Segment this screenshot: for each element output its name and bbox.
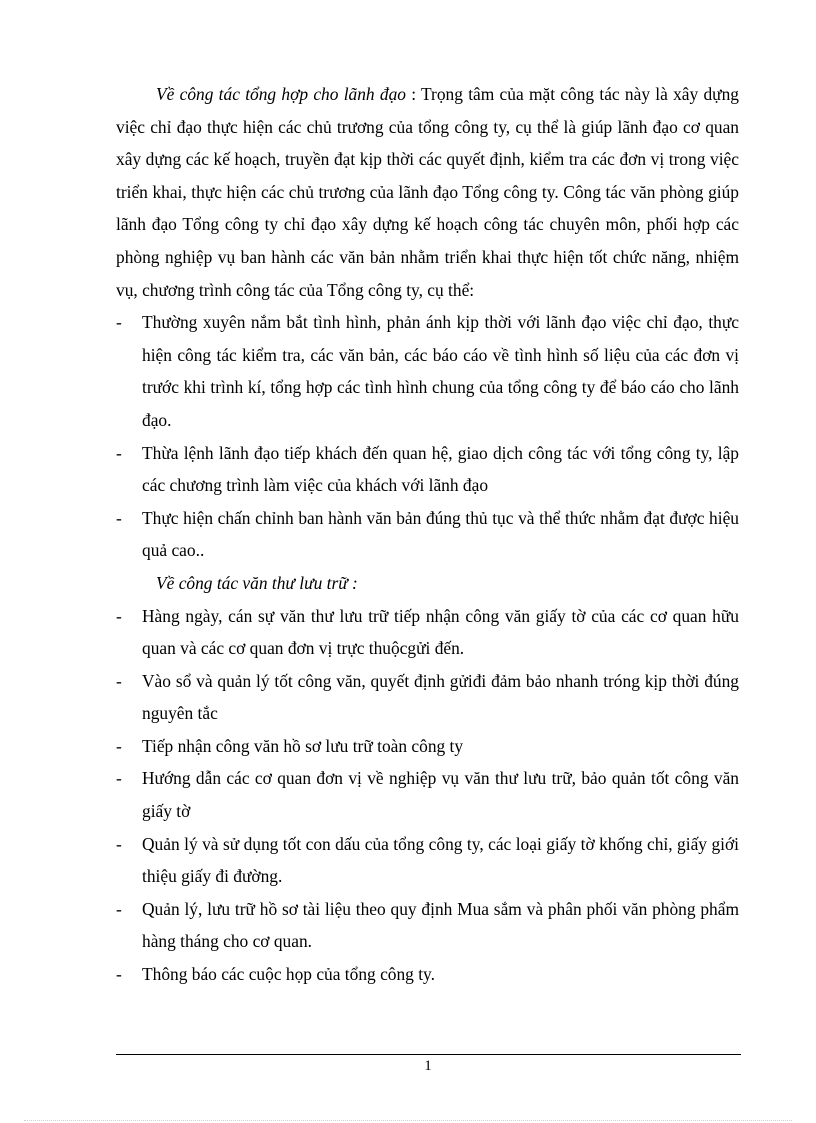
- dash-bullet: -: [116, 507, 122, 528]
- list-item-text: Quản lý, lưu trữ hồ sơ tài liệu theo quy định Mua sắm và phân phối văn phòng phẩm hàng tháng cho cơ quan.: [142, 898, 739, 952]
- list-item-text: Hướng dẫn các cơ quan đơn vị về nghiệp vụ văn thư lưu trữ, bảo quản tốt công văn giấy tờ: [142, 768, 739, 822]
- list-item-text: Vào sổ và quản lý tốt công văn, quyết định gửiđi đảm bảo nhanh tróng kịp thời đúng nguyên tắc: [142, 670, 739, 724]
- section-archive-list: [116, 600, 739, 991]
- dash-bullet: -: [116, 833, 122, 854]
- list-item: [116, 306, 739, 436]
- footer-divider: [116, 1054, 741, 1055]
- dash-bullet: -: [116, 898, 122, 919]
- list-item: [116, 600, 739, 665]
- dash-bullet: -: [116, 735, 122, 756]
- dash-bullet: -: [116, 312, 122, 333]
- section-summary-body: : Trọng tâm của mặt công tác này là xây dựng việc chỉ đạo thực hiện các chủ trương của tổng công ty, cụ thể là giúp lãnh đạo cơ quan xây dựng các kế hoạch, truyền đạt kịp thời các quyết định, kiểm tra các đơn vị trong việc triển khai, thực hiện các chủ trương của lãnh đạo Tổng công ty. Công tác văn phòng giúp lãnh đạo Tổng công ty chỉ đạo xây dựng kế hoạch công tác chuyên môn, phối hợp các phòng nghiệp vụ ban hành các văn bản nhằm triển khai thực hiện tốt chức năng, nhiệm vụ, chương trình công tác của Tổng công ty, cụ thể:: [116, 84, 739, 300]
- page-edge-divider: [24, 1120, 792, 1121]
- list-item: [116, 437, 739, 502]
- list-item: [116, 502, 739, 567]
- page-number: 1: [424, 1058, 432, 1074]
- section-archive-heading: Về công tác văn thư lưu trữ :: [156, 572, 358, 593]
- list-item-text: Thừa lệnh lãnh đạo tiếp khách đến quan hệ, giao dịch công tác với tổng công ty, lập các chương trình làm việc của khách với lãnh đạo: [142, 442, 739, 496]
- list-item-text: Tiếp nhận công văn hồ sơ lưu trữ toàn công ty: [142, 735, 464, 756]
- section-summary-heading: Về công tác tổng hợp cho lãnh đạo: [156, 84, 406, 104]
- list-item-text: Thường xuyên nắm bắt tình hình, phản ánh kịp thời với lãnh đạo việc chỉ đạo, thực hiện công tác kiểm tra, các văn bản, các báo cáo về tình hình số liệu của các đơn vị trước khi trình kí, tổng hợp các tình hình chung của tổng công ty để báo cáo cho lãnh đạo.: [142, 312, 739, 430]
- section-summary-list: [116, 306, 739, 567]
- dash-bullet: -: [116, 768, 122, 789]
- dash-bullet: -: [116, 605, 122, 626]
- section-summary-paragraph: [116, 78, 739, 306]
- list-item: [116, 828, 739, 893]
- list-item-text: Hàng ngày, cán sự văn thư lưu trữ tiếp nhận công văn giấy tờ của các cơ quan hữu quan và các cơ quan đơn vị trực thuộcgửi đến.: [142, 605, 739, 659]
- list-item: [116, 958, 739, 991]
- list-item-text: Quản lý và sử dụng tốt con dấu của tổng công ty, các loại giấy tờ khống chỉ, giấy giới thiệu giấy đi đường.: [142, 833, 739, 887]
- dash-bullet: -: [116, 670, 122, 691]
- list-item: [116, 893, 739, 958]
- list-item: [116, 730, 739, 763]
- list-item: [116, 665, 739, 730]
- page-content: [116, 78, 739, 991]
- dash-bullet: -: [116, 442, 122, 463]
- list-item-text: Thực hiện chấn chỉnh ban hành văn bản đúng thủ tục và thể thức nhằm đạt được hiệu quả cao..: [142, 507, 739, 561]
- dash-bullet: -: [116, 964, 122, 985]
- list-item-text: Thông báo các cuộc họp của tổng công ty.: [142, 964, 435, 985]
- list-item: [116, 762, 739, 827]
